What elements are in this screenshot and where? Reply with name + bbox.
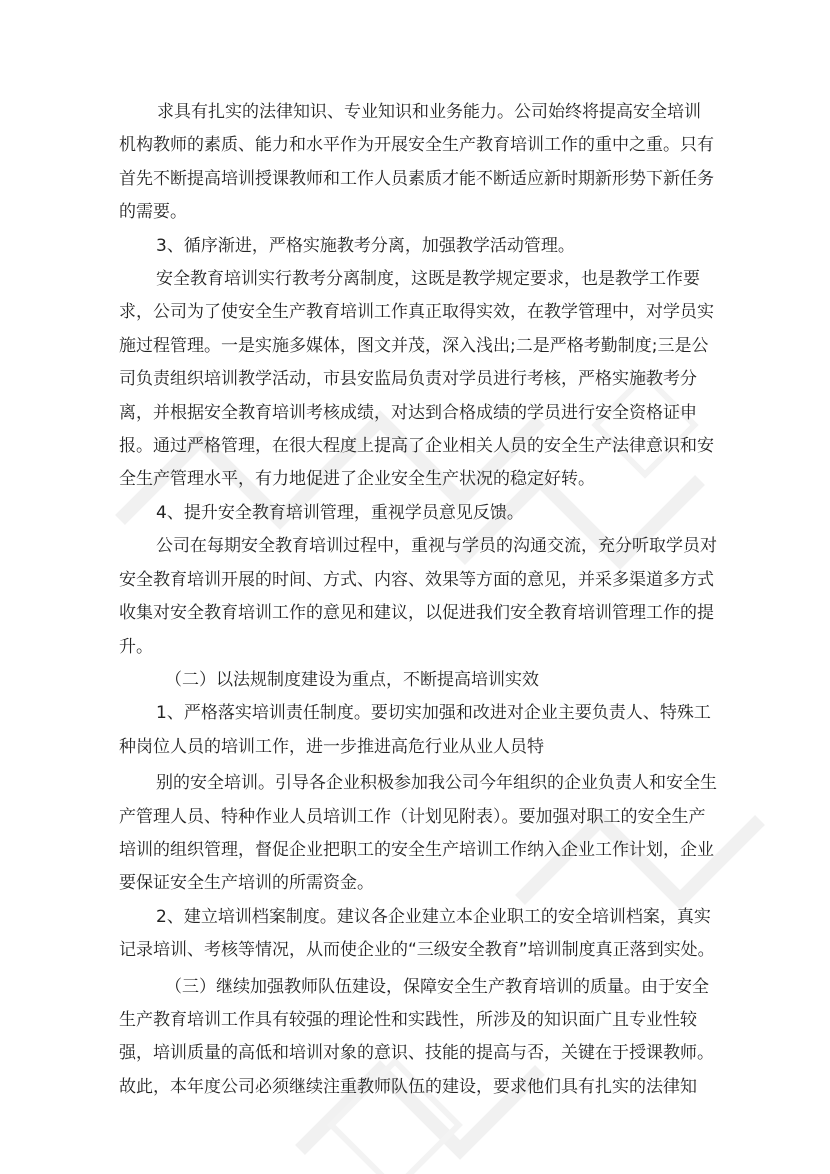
paragraph-continuation-1: 求具有扎实的法律知识、专业知识和业务能力。公司始终将提高安全培训机构教师的素质、能力和水平作为开展安全生产教育培训工作的重中之重。只有首先不断提高培训授课教师和工作人员素质才能不断适应新时期新形势下新任务的需要。 <box>119 102 714 223</box>
heading-4-feedback: 4、提升安全教育培训管理，重视学员意见反馈。 <box>156 502 524 523</box>
heading-3-teaching-management: 3、循序渐进，严格实施教考分离，加强教学活动管理。 <box>156 235 575 256</box>
paragraph-teaching-exam-separation: 安全教育培训实行教考分离制度，这既是教学规定要求，也是教学工作要求，公司为了使安全生产教育培训工作真正取得实效，在教学管理中，对学员实施过程管理。一是实施多媒体，图文并茂，深入浅出;二是严格考勤制度;三是公司负责组织培训教学活动，市县安监局负责对学员进行考核，严格实施教考分离，并根据安全教育培训考核成绩，对达到合格成绩的学员进行安全资格证申报。通过严格管理，在很大程度上提高了企业相关人员的安全生产法律意识和安全生产管理水平，有力地促进了企业安全生产状况的稳定好转。 <box>119 269 714 490</box>
paragraph-training-archives: 2、建立培训档案制度。建议各企业建立本企业职工的安全培训档案，真实记录培训、考核等情况，从而使企业的“三级安全教育”培训制度真正落到实处。 <box>119 906 715 961</box>
document-body <box>119 96 717 1104</box>
section-heading-2: （二）以法规制度建设为重点，不断提高培训实效 <box>165 669 539 690</box>
section-heading-3-paragraph: （三）继续加强教师队伍建设，保障安全生产教育培训的质量。由于安全生产教育培训工作具有较强的理论性和实践性，所涉及的知识面广且专业性较强，培训质量的高低和培训对象的意识、技能的提高与否，关键在于授课教师。故此，本年度公司必须继续注重教师队伍的建设，要求他们具有扎实的法律知 <box>119 976 714 1097</box>
paragraph-responsibility-system: 1、严格落实培训责任制度。要切实加强和改进对企业主要负责人、特殊工种岗位人员的培训工作，进一步推进高危行业从业人员特 <box>119 703 711 757</box>
paragraph-feedback: 公司在每期安全教育培训过程中，重视与学员的沟通交流，充分听取学员对安全教育培训开展的时间、方式、内容、效果等方面的意见，并采多渠道多方式收集对安全教育培训工作的意见和建议，以促进我们安全教育培训管理工作的提升。 <box>119 536 717 657</box>
paragraph-special-training: 别的安全培训。引导各企业积极参加我公司今年组织的企业负责人和安全生产管理人员、特种作业人员培训工作（计划见附表）。要加强对职工的安全生产培训的组织管理，督促企业把职工的安全生产培训工作纳入企业工作计划，企业要保证安全生产培训的所需资金。 <box>119 773 717 894</box>
